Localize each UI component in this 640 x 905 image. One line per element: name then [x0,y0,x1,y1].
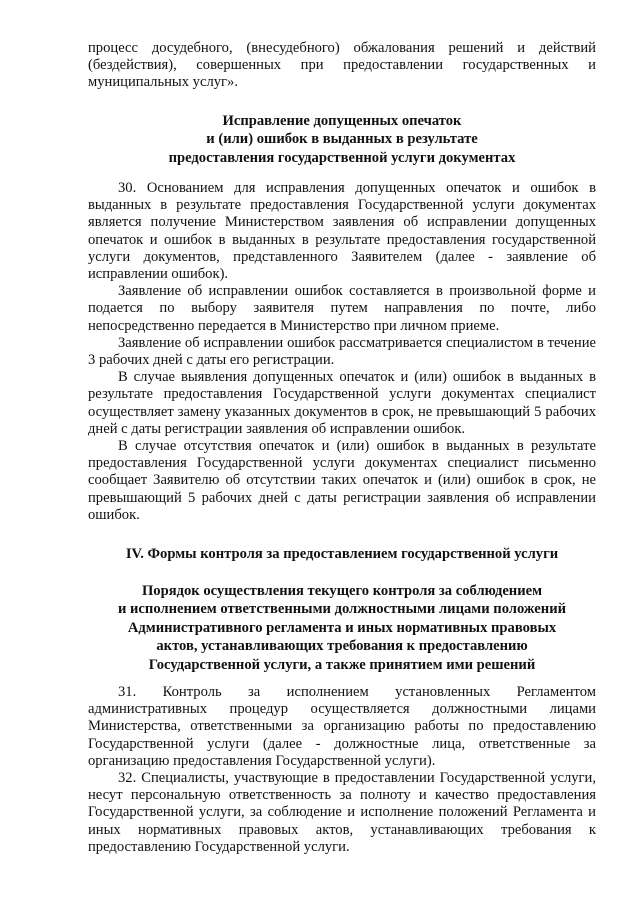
heading-corrections [88,112,596,167]
paragraph-30: 30. Основанием для исправления допущенных опечаток и ошибок в выданных в результате предоставления Государственной услуги документах является получение Министерством заявления об исправлении допущенных опечаток и ошибок в выданных в результате предоставления государственной услуги документов, представленного Заявителем (далее - заявление об исправлении ошибок). [88,180,596,283]
paragraph-32: 32. Специалисты, участвующие в предоставлении Государственной услуги, несут персональную ответственность за полноту и качество предоставления Государственной услуги, за соблюдение и исполнение положений Регламента и иных нормативных правовых актов, устанавливающих требования к предоставлению Государственной услуги. [88,770,596,855]
heading-line: и исполнением ответственными должностными лицами положений [117,601,567,618]
paragraph-31: 31. Контроль за исполнением установленных Регламентом административных процедур осуществляется должностными лицами Министерства, ответственными за организацию работы по предоставлению Государственной услуги (далее - должностные лица, ответственные за организацию предоставления Государственной услуги). [88,684,596,769]
paragraph: Заявление об исправлении ошибок рассматривается специалистом в течение 3 рабочих дней с даты его регистрации. [88,334,596,369]
heading-line: актов, устанавливающих требования к предоставлению [156,638,528,655]
paragraph-continuation: процесс досудебного, (внесудебного) обжалования решений и действий (бездействия), совершенных при предоставлении государственных и муниципальных услуг». [88,40,596,91]
heading-line: и (или) ошибок в выданных в результате [206,131,478,148]
top-paragraph-block [88,40,596,92]
paragraph: Заявление об исправлении ошибок составляется в произвольной форме и подается по выбору заявителя путем направления по почте, либо непосредственно передается в Министерство при личном приеме. [88,283,596,334]
corrections-section [88,180,596,524]
control-section [88,684,596,856]
section-title: IV. Формы контроля за предоставлением государственной услуги [125,546,559,562]
heading-line: предоставления государственной услуги документах [168,149,516,166]
heading-line: Государственной услуги, а также принятием ими решений [148,656,536,673]
heading-control [88,582,596,674]
heading-line: Исправление допущенных опечаток [222,113,462,129]
paragraph: В случае отсутствия опечаток и (или) ошибок в выданных в результате предоставления Государственной услуги документах специалист письменно сообщает Заявителю об отсутствии таких опечаток и (или) ошибок в срок, не превышающий 5 рабочих дней с даты регистрации заявления об исправлении ошибок. [88,438,596,523]
section-heading-iv [88,545,596,563]
heading-line: Административного регламента и иных нормативных правовых [127,619,557,636]
heading-line: Порядок осуществления текущего контроля за соблюдением [141,583,543,599]
paragraph: В случае выявления допущенных опечаток и (или) ошибок в выданных в результате предоставления Государственной услуги документах специалист осуществляет замену указанных документов в срок, не превышающий 5 рабочих дней с даты регистрации заявления об исправлении ошибок. [88,369,596,437]
